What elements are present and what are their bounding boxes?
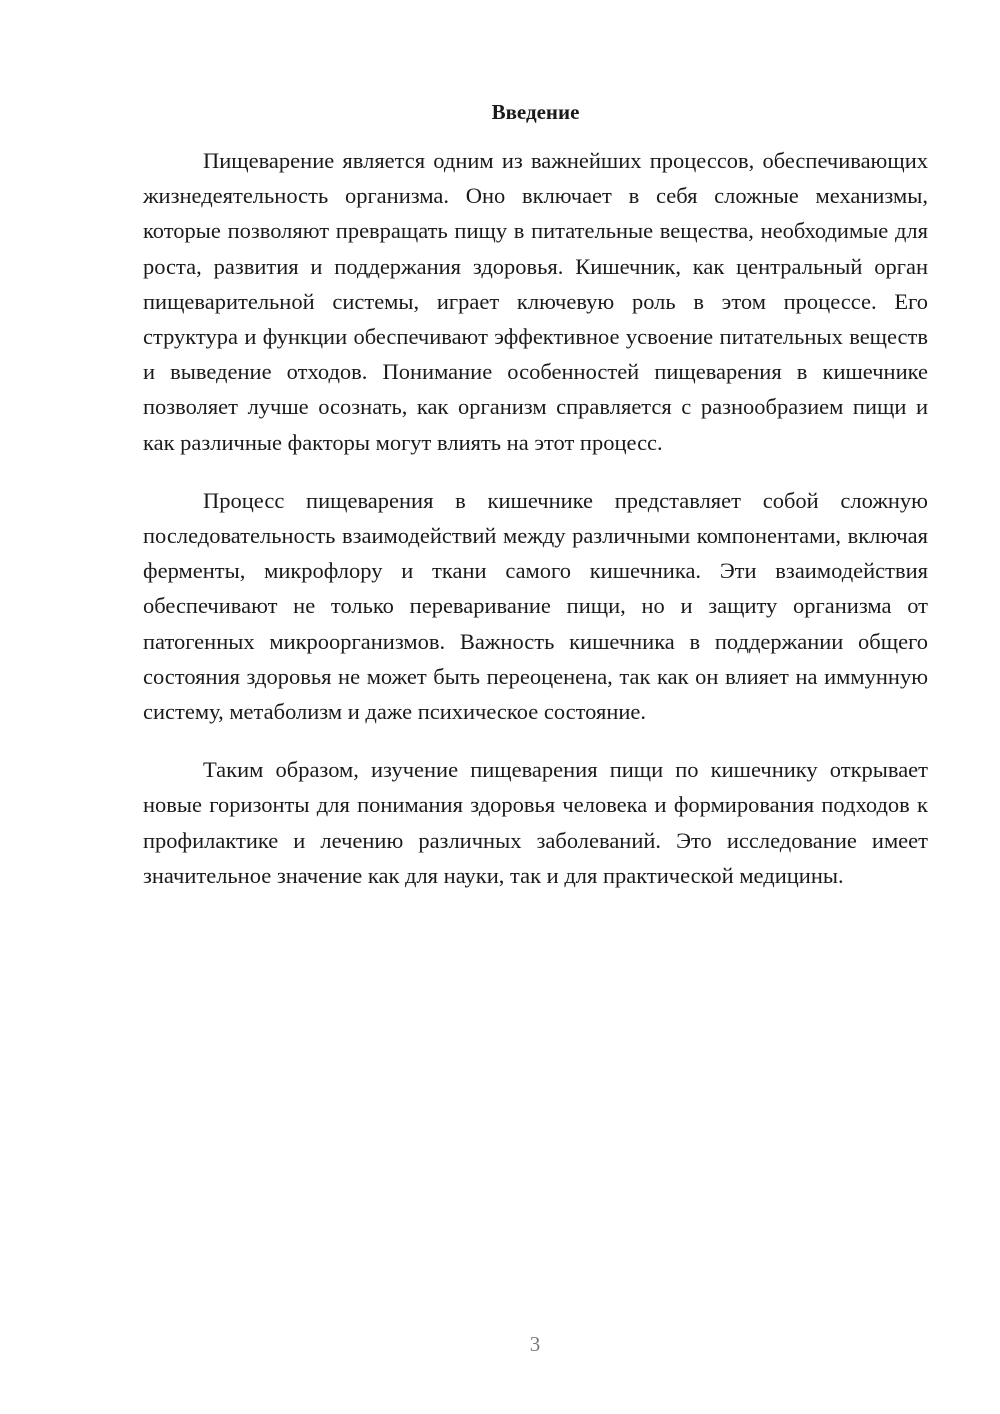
page-number: 3 bbox=[529, 1332, 541, 1356]
body-text bbox=[143, 143, 928, 916]
paragraph: Процесс пищеварения в кишечнике представляет собой сложную последовательность взаимодействий между различными компонентами, включая ферменты, микрофлору и ткани самого кишечника. Эти взаимодействия обеспечивают не только переваривание пищи, но и защиту организма от патогенных микроорганизмов. Важность кишечника в поддержании общего состояния здоровья не может быть переоценена, так как он влияет на иммунную систему, метаболизм и даже психическое состояние. bbox=[143, 487, 928, 725]
section-title: Введение bbox=[491, 100, 580, 124]
paragraph: Таким образом, изучение пищеварения пищи по кишечнику открывает новые горизонты для понимания здоровья человека и формирования подходов к профилактике и лечению различных заболеваний. Это исследование имеет значительное значение как для науки, так и для практической медицины. bbox=[143, 757, 928, 888]
paragraph: Пищеварение является одним из важнейших процессов, обеспечивающих жизнедеятельность организма. Оно включает в себя сложные механизмы, которые позволяют превращать пищу в питательные вещества, необходимые для роста, развития и поддержания здоровья. Кишечник, как центральный орган пищеварительной системы, играет ключевую роль в этом процессе. Его структура и функции обеспечивают эффективное усвоение питательных веществ и выведение отходов. Понимание особенностей пищеварения в кишечнике позволяет лучше осознать, как организм справляется с разнообразием пищи и как различные факторы могут влиять на этот процесс. bbox=[143, 148, 928, 455]
